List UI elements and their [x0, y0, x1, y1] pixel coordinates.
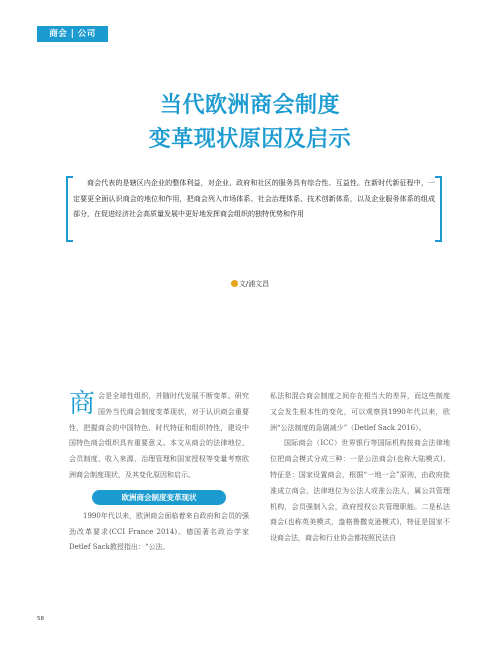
left-column [69, 389, 249, 556]
drop-cap: 商 [69, 389, 96, 419]
section-heading: 欧洲商会制度变革现状 [92, 490, 226, 505]
author-name: 文/浦文昌 [238, 280, 270, 288]
intro-paragraph: 会是全球性组织，并随时代发展不断变革。研究国外当代商会制度变革现状，对于认识商会重要性，把握商会的中国特色、时代特征和组织特性，建设中国特色商会组织具有重要意义。本文从商会的法律地位、会员制度、收入来源、治理管理和国家授权等变量考察欧洲商会制度现状，及其变化原因和启示。 [69, 392, 249, 479]
author-icon [231, 280, 238, 287]
right-column [270, 389, 450, 547]
abstract-text: 商会代表的是辖区内企业的整体利益，对企业、政府和社区的服务具有综合性、互益性。在新时代新征程中，一定要更全面认识商会的地位和作用，把商会列入市场体系、社会治理体系、技术创新体系，以及企业服务体系的组成部分，在促进经济社会高质量发展中更好地发挥商会组织的独特优势和作用 [73, 179, 435, 218]
abstract-box [73, 176, 435, 238]
abstract-left-bracket [66, 176, 73, 242]
body-paragraph: 私法和混合商会制度之间存在相当大的差异，而这些制度又会发生根本性的变化，可以观察到1990年代以来，欧洲“公法制度的急剧减少”（Detlef Sack 2016）。 [270, 392, 450, 432]
article-title-line-2: 变革现状原因及启示 [148, 127, 352, 152]
section-tag: 商会 | 公司 [37, 26, 108, 42]
body-paragraph: 国际商会（ICC）世界银行等国际机构按商会法律地位把商会模式分成三种：一是公法商会(也称大陆模式)，特征是：国家设置商会，根据“一地一会”原则，由政府批准成立商会，法律地位为公法人或准公法人，属公共管理机构，会员强制入会，政府授权公共管理职能。二是私法商会(也称英美模式，盎格鲁撒克逊模式)，特征是国家不设商会法，商会和行业协会都按照民法自 [270, 439, 450, 543]
body-paragraph: 1990年代以来，欧洲商会面临着来自政府和会员的强劲改革要求(CCI France 2014)。德国著名政治学家Detlef Sack教授指出：“公法、 [69, 511, 249, 552]
author-line [0, 279, 500, 289]
abstract-right-bracket [435, 176, 442, 242]
article-title-line-1: 当代欧洲商会制度 [159, 93, 340, 118]
page-number: 58 [37, 616, 44, 622]
